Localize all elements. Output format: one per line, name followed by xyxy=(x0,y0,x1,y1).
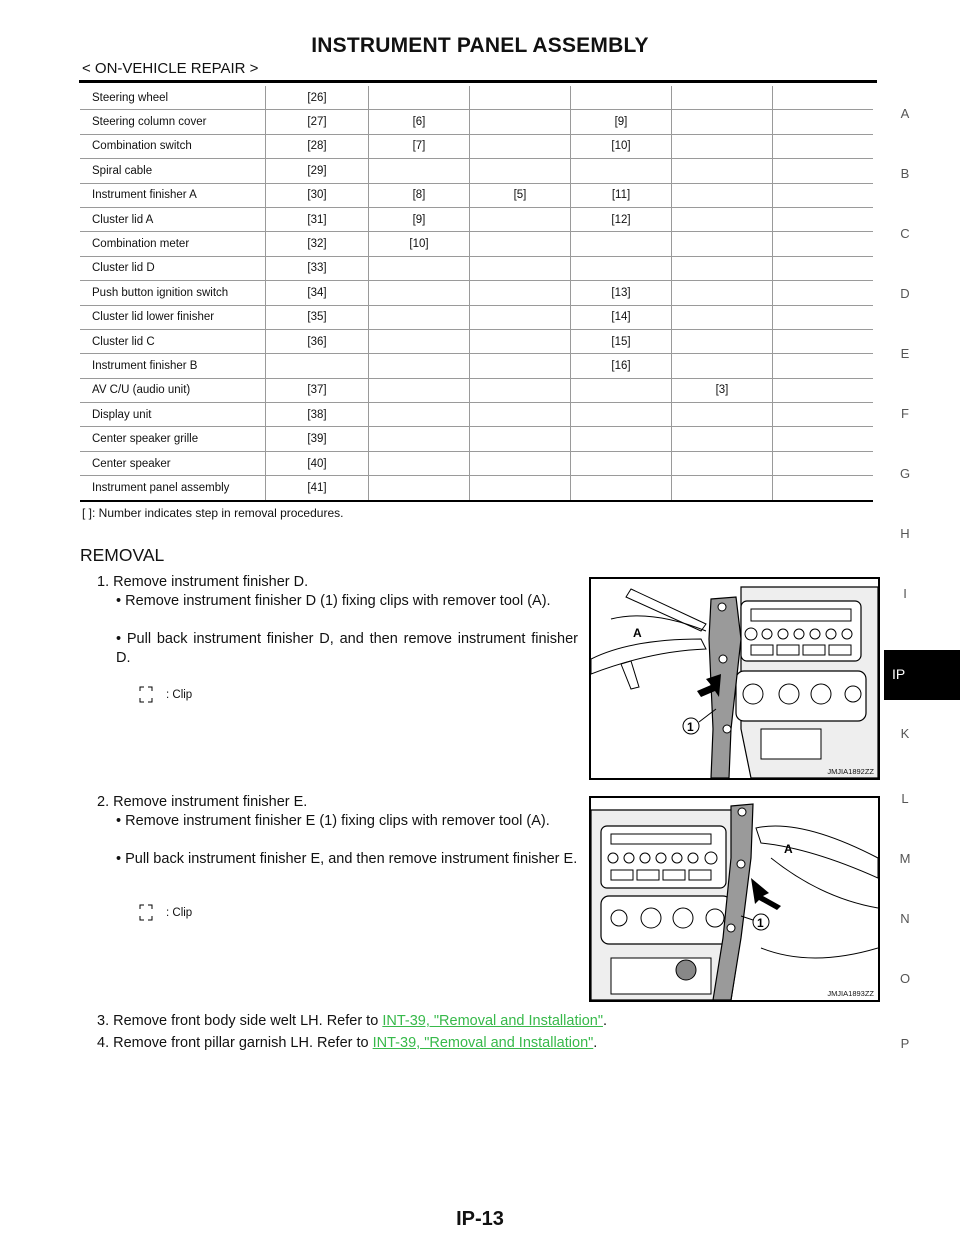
step-cell: [39] xyxy=(266,427,369,451)
step-cell xyxy=(773,134,874,158)
step-cell xyxy=(470,476,571,501)
step-cell: [3] xyxy=(672,378,773,402)
step-cell xyxy=(470,378,571,402)
table-row xyxy=(80,134,873,158)
table-row xyxy=(80,183,873,207)
step-cell: [12] xyxy=(571,207,672,231)
step-cell xyxy=(470,354,571,378)
step-cell xyxy=(672,110,773,134)
component-name-cell: Combination switch xyxy=(80,134,266,158)
section-tab-active[interactable] xyxy=(884,650,960,700)
table-row xyxy=(80,451,873,475)
step-cell xyxy=(470,159,571,183)
component-name-cell: Display unit xyxy=(80,403,266,427)
step-cell xyxy=(672,305,773,329)
step-cell: [29] xyxy=(266,159,369,183)
step-cell xyxy=(470,207,571,231)
step-cell xyxy=(470,232,571,256)
component-name-cell: Instrument panel assembly xyxy=(80,476,266,501)
callout-1: 1 xyxy=(757,916,764,930)
step-cell xyxy=(773,281,874,305)
table-row xyxy=(80,354,873,378)
step-cell xyxy=(672,354,773,378)
step-cell xyxy=(773,427,874,451)
step-cell xyxy=(773,232,874,256)
figure-id: JMJIA1892ZZ xyxy=(827,767,874,776)
step-cell xyxy=(773,451,874,475)
step-cell xyxy=(672,403,773,427)
step-cell xyxy=(470,329,571,353)
section-tab[interactable]: I xyxy=(903,586,907,601)
step-cell xyxy=(470,427,571,451)
step-cell: [28] xyxy=(266,134,369,158)
step-cell xyxy=(470,281,571,305)
step-cell: [37] xyxy=(266,378,369,402)
step-cell xyxy=(672,183,773,207)
step-2-legend: : Clip xyxy=(138,904,192,922)
section-tab[interactable]: N xyxy=(900,911,910,926)
section-tab-label: IP xyxy=(892,666,906,682)
table-row xyxy=(80,476,873,501)
step-cell: [16] xyxy=(571,354,672,378)
step-cell xyxy=(369,354,470,378)
figure-finisher-d xyxy=(589,577,880,780)
table-row xyxy=(80,378,873,402)
component-name-cell: AV C/U (audio unit) xyxy=(80,378,266,402)
step-cell xyxy=(571,403,672,427)
step-cell: [35] xyxy=(266,305,369,329)
step-4-reference-link[interactable]: INT-39, "Removal and Installation" xyxy=(372,1035,594,1051)
section-tab[interactable]: B xyxy=(900,166,910,181)
step-cell xyxy=(369,305,470,329)
step-1-title: 1. Remove instrument finisher D. xyxy=(97,574,309,590)
component-name-cell: Instrument finisher B xyxy=(80,354,266,378)
step-cell xyxy=(369,427,470,451)
component-name-cell: Cluster lid C xyxy=(80,329,266,353)
component-name-cell: Instrument finisher A xyxy=(80,183,266,207)
step-2-title: 2. Remove instrument finisher E. xyxy=(97,794,308,810)
section-tab[interactable]: E xyxy=(900,346,910,361)
step-cell xyxy=(672,134,773,158)
section-tab[interactable]: M xyxy=(899,851,911,866)
callout-1: 1 xyxy=(687,720,694,734)
step-cell: [9] xyxy=(571,110,672,134)
step-2-bullet-2: • Pull back instrument finisher E, and then remove instrument finisher E. xyxy=(116,851,578,867)
step-cell xyxy=(369,256,470,280)
step-cell xyxy=(773,403,874,427)
table-row xyxy=(80,427,873,451)
step-cell: [31] xyxy=(266,207,369,231)
table-row xyxy=(80,305,873,329)
step-cell xyxy=(773,354,874,378)
clip-icon xyxy=(138,904,154,922)
step-cell xyxy=(672,329,773,353)
step-cell xyxy=(672,281,773,305)
clip-icon xyxy=(138,686,154,704)
component-name-cell: Combination meter xyxy=(80,232,266,256)
step-cell xyxy=(773,207,874,231)
step-cell: [9] xyxy=(369,207,470,231)
table-row xyxy=(80,256,873,280)
step-cell xyxy=(773,183,874,207)
table-row xyxy=(80,86,873,110)
step-3-reference-link[interactable]: INT-39, "Removal and Installation" xyxy=(382,1013,603,1029)
callout-a: A xyxy=(784,842,793,856)
step-cell xyxy=(672,207,773,231)
step-cell: [14] xyxy=(571,305,672,329)
table-row xyxy=(80,281,873,305)
component-name-cell: Center speaker grille xyxy=(80,427,266,451)
section-tab[interactable]: K xyxy=(900,726,910,741)
step-cell xyxy=(773,110,874,134)
step-cell xyxy=(369,476,470,501)
table-row xyxy=(80,329,873,353)
step-4: 4. Remove front pillar garnish LH. Refer to INT-39, "Removal and Installation". xyxy=(97,1035,598,1051)
table-note: [ ]: Number indicates step in removal procedures. xyxy=(82,506,344,520)
figure-finisher-e xyxy=(589,796,880,1002)
figure-id: JMJIA1893ZZ xyxy=(827,989,874,998)
table-row xyxy=(80,403,873,427)
section-tab[interactable]: L xyxy=(901,791,909,806)
step-cell: [34] xyxy=(266,281,369,305)
step-cell: [8] xyxy=(369,183,470,207)
header-rule xyxy=(79,80,877,83)
step-1-bullet-1: • Remove instrument finisher D (1) fixing clips with remover tool (A). xyxy=(116,593,551,609)
step-cell xyxy=(571,378,672,402)
removal-heading: REMOVAL xyxy=(80,545,165,565)
step-cell xyxy=(470,305,571,329)
step-cell xyxy=(672,427,773,451)
component-name-cell: Cluster lid lower finisher xyxy=(80,305,266,329)
step-cell xyxy=(672,256,773,280)
step-cell xyxy=(470,134,571,158)
step-cell: [41] xyxy=(266,476,369,501)
step-cell xyxy=(470,110,571,134)
step-2-bullet-1: • Remove instrument finisher E (1) fixing clips with remover tool (A). xyxy=(116,813,550,829)
section-tab[interactable]: F xyxy=(901,406,909,421)
step-1-bullet-2: • Pull back instrument finisher D, and then remove instrument finisher D. xyxy=(116,631,578,666)
component-name-cell: Center speaker xyxy=(80,451,266,475)
step-cell xyxy=(773,256,874,280)
step-cell xyxy=(369,329,470,353)
table-row xyxy=(80,232,873,256)
step-cell: [27] xyxy=(266,110,369,134)
step-cell xyxy=(773,476,874,501)
callout-a: A xyxy=(633,626,642,640)
step-cell xyxy=(266,354,369,378)
component-name-cell: Push button ignition switch xyxy=(80,281,266,305)
step-cell xyxy=(672,159,773,183)
step-cell xyxy=(672,86,773,110)
step-cell xyxy=(571,256,672,280)
step-cell xyxy=(773,329,874,353)
step-cell: [36] xyxy=(266,329,369,353)
step-cell: [33] xyxy=(266,256,369,280)
step-cell: [38] xyxy=(266,403,369,427)
component-name-cell: Steering wheel xyxy=(80,86,266,110)
step-cell: [5] xyxy=(470,183,571,207)
step-cell xyxy=(571,86,672,110)
step-cell: [10] xyxy=(571,134,672,158)
step-cell xyxy=(369,281,470,305)
section-tab[interactable]: C xyxy=(900,226,910,241)
step-cell xyxy=(672,232,773,256)
step-cell xyxy=(773,86,874,110)
step-cell: [26] xyxy=(266,86,369,110)
step-cell xyxy=(672,451,773,475)
section-tab[interactable]: D xyxy=(900,286,910,301)
step-cell: [6] xyxy=(369,110,470,134)
section-tab[interactable]: A xyxy=(900,106,910,121)
step-cell xyxy=(571,476,672,501)
step-3: 3. Remove front body side welt LH. Refer to INT-39, "Removal and Installation". xyxy=(97,1013,607,1029)
step-cell: [10] xyxy=(369,232,470,256)
step-cell xyxy=(369,403,470,427)
section-tab[interactable]: G xyxy=(899,466,911,481)
step-cell xyxy=(571,232,672,256)
step-cell xyxy=(369,378,470,402)
removal-order-table xyxy=(80,86,873,502)
page-title: INSTRUMENT PANEL ASSEMBLY xyxy=(311,34,649,57)
step-cell xyxy=(571,427,672,451)
section-tab[interactable]: H xyxy=(900,526,910,541)
section-tab[interactable]: O xyxy=(899,971,911,986)
step-1-legend: : Clip xyxy=(138,686,192,704)
section-subtitle: < ON-VEHICLE REPAIR > xyxy=(82,60,259,77)
step-cell: [30] xyxy=(266,183,369,207)
step-cell: [32] xyxy=(266,232,369,256)
step-cell: [11] xyxy=(571,183,672,207)
step-cell: [13] xyxy=(571,281,672,305)
step-cell xyxy=(470,256,571,280)
step-cell xyxy=(369,159,470,183)
step-cell xyxy=(470,86,571,110)
step-cell xyxy=(571,159,672,183)
component-name-cell: Cluster lid D xyxy=(80,256,266,280)
step-cell xyxy=(369,86,470,110)
component-name-cell: Spiral cable xyxy=(80,159,266,183)
table-row xyxy=(80,110,873,134)
step-cell xyxy=(470,403,571,427)
step-cell: [40] xyxy=(266,451,369,475)
step-cell xyxy=(571,451,672,475)
step-cell: [15] xyxy=(571,329,672,353)
step-cell xyxy=(369,451,470,475)
section-tab[interactable]: P xyxy=(900,1036,910,1051)
step-cell xyxy=(470,451,571,475)
component-name-cell: Steering column cover xyxy=(80,110,266,134)
table-row xyxy=(80,207,873,231)
step-cell xyxy=(773,378,874,402)
step-cell xyxy=(672,476,773,501)
table-row xyxy=(80,159,873,183)
step-cell xyxy=(773,305,874,329)
step-cell xyxy=(773,159,874,183)
component-name-cell: Cluster lid A xyxy=(80,207,266,231)
step-cell: [7] xyxy=(369,134,470,158)
page-number: IP-13 xyxy=(456,1208,504,1230)
